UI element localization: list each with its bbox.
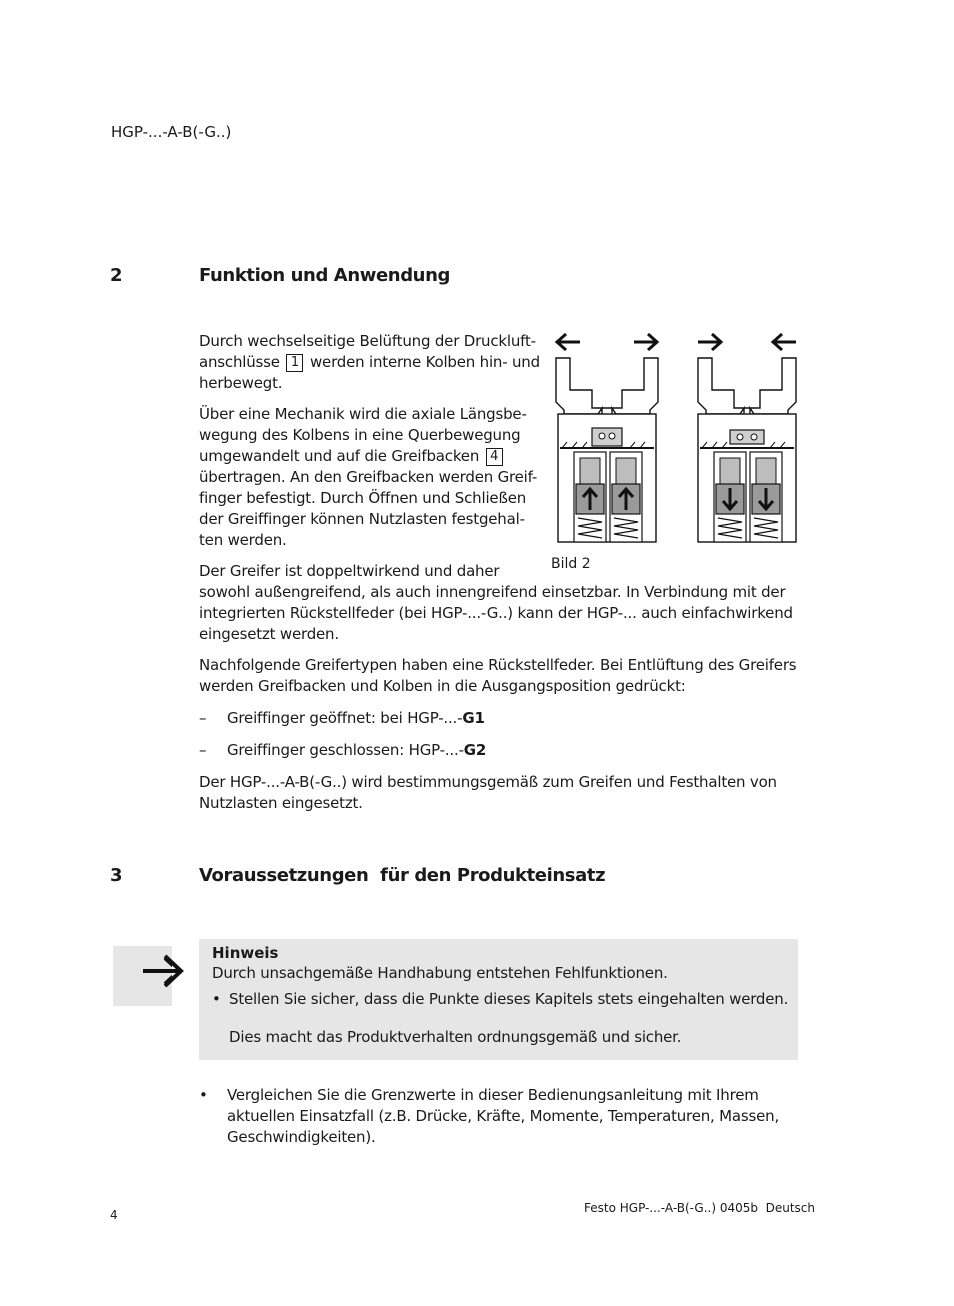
bullet-symbol: • bbox=[199, 1086, 208, 1104]
section-3-number: 3 bbox=[110, 865, 123, 886]
gripper-function-diagram bbox=[550, 328, 800, 546]
note-text: Durch unsachgemäße Handhabung entstehen Fehlfunktionen. bbox=[212, 964, 668, 982]
note-title: Hinweis bbox=[212, 944, 279, 962]
figure-caption: Bild 2 bbox=[551, 556, 591, 572]
list-item-dash: – bbox=[199, 709, 207, 727]
list-item-g2: Greiffinger geschlossen: HGP-...-G2 bbox=[227, 741, 487, 759]
note-arrow-icon bbox=[141, 951, 187, 991]
note-box bbox=[199, 939, 798, 1060]
arrow-right-icon bbox=[698, 334, 721, 350]
running-header: HGP-...-A-B(-G..) bbox=[111, 123, 232, 141]
reference-marker-1: 1 bbox=[286, 354, 303, 372]
page-number: 4 bbox=[110, 1208, 118, 1222]
section-2-title: Funktion und Anwendung bbox=[199, 265, 450, 286]
section-2-paragraph-4: Nachfolgende Greifertypen haben eine Rückstellfeder. Bei Entlüftung des Greifers werden Greifbacken und Kolben in die Ausgangsposition gedrückt: bbox=[199, 656, 797, 695]
list-item-g1: Greiffinger geöffnet: bei HGP-...-G1 bbox=[227, 709, 485, 727]
note-bullet-text: Stellen Sie sicher, dass die Punkte dieses Kapitels stets eingehalten werden. bbox=[229, 990, 789, 1008]
gripper-closed-view bbox=[698, 334, 796, 542]
bullet-text: Vergleichen Sie die Grenzwerte in dieser Bedienungsanleitung mit Ihrem aktuellen Einsatzfall (z.B. Drücke, Kräfte, Momente, Temperaturen, Massen, Geschwindigkeiten). bbox=[227, 1086, 780, 1146]
list-item-dash: – bbox=[199, 741, 207, 759]
section-3-title: Voraussetzungen für den Produkteinsatz bbox=[199, 865, 606, 886]
gripper-open-view bbox=[556, 334, 658, 542]
section-2-paragraph-3: Der Greifer ist doppeltwirkend und daher sowohl außengreifend, als auch innengreifend einsetzbar. In Verbindung mit der integrierten Rückstellfeder (bei HGP-...-G..) kann der HGP-... auch einfachwirkend eingesetzt werden. bbox=[199, 562, 793, 643]
arrow-right-icon bbox=[634, 334, 657, 350]
note-bullet-symbol: • bbox=[212, 990, 221, 1008]
section-2-paragraph-2: Über eine Mechanik wird die axiale Längsbe- wegung des Kolbens in eine Querbewegung umgewandelt und auf die Greifbacken 4 übertragen. An den Greifbacken werden Greif- finger befestigt. Durch Öffnen und Schließen der Greiffinger können Nutzlasten festgehal- ten werden. bbox=[199, 405, 538, 549]
arrow-left-icon bbox=[557, 334, 580, 350]
section-2-paragraph-1: Durch wechselseitige Belüftung der Druckluft- anschlüsse 1 werden interne Kolben hin- und herbewegt. bbox=[199, 332, 540, 392]
note-text-2: Dies macht das Produktverhalten ordnungsgemäß und sicher. bbox=[229, 1028, 682, 1046]
reference-marker-4: 4 bbox=[486, 448, 503, 466]
footer-text: Festo HGP-...-A-B(-G..) 0405b Deutsch bbox=[584, 1201, 816, 1215]
arrow-left-icon bbox=[773, 334, 796, 350]
section-2-paragraph-5: Der HGP-...-A-B(-G..) wird bestimmungsgemäß zum Greifen und Festhalten von Nutzlasten eingesetzt. bbox=[199, 773, 777, 812]
section-2-number: 2 bbox=[110, 265, 123, 286]
